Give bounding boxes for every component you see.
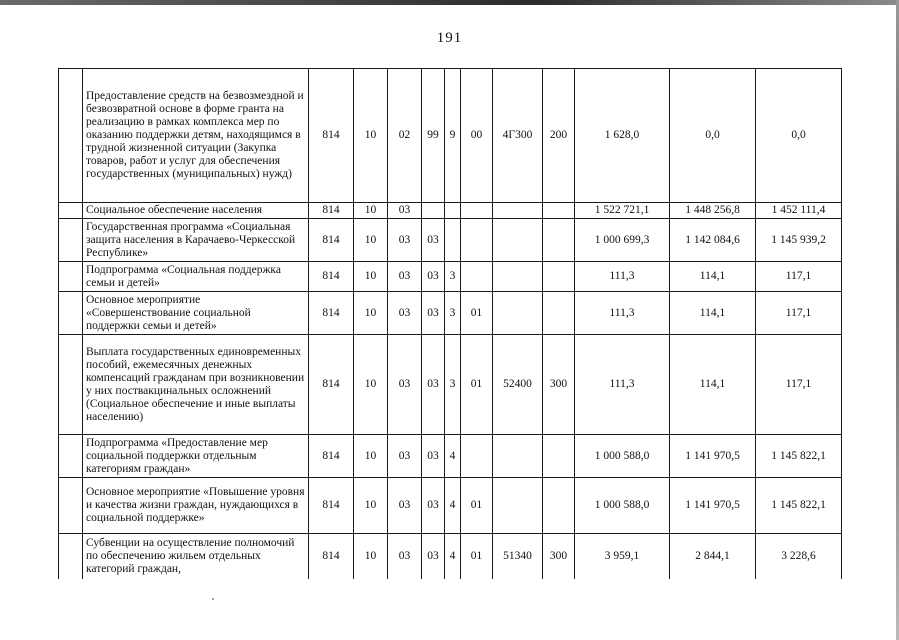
amount-year1: 3 959,1 [575, 534, 670, 579]
table-row [59, 262, 842, 292]
ministry-code: 814 [309, 69, 354, 203]
main-event-code: 00 [461, 69, 493, 203]
amount-year2: 2 844,1 [670, 534, 756, 579]
budget-table [58, 68, 842, 579]
subsection-code: 03 [388, 534, 422, 579]
amount-year3: 117,1 [756, 292, 842, 335]
amount-year2: 1 141 970,5 [670, 478, 756, 534]
row-name: Подпрограмма «Социальная поддержка семьи и детей» [83, 262, 309, 292]
amount-year2: 114,1 [670, 262, 756, 292]
main-event-code [461, 435, 493, 478]
direction-code: 52400 [493, 335, 543, 435]
amount-year1: 1 000 588,0 [575, 435, 670, 478]
table-body [59, 69, 842, 579]
subsection-code: 03 [388, 435, 422, 478]
table-row [59, 203, 842, 219]
expense-type-code [543, 435, 575, 478]
table-row [59, 478, 842, 534]
section-code: 10 [354, 335, 388, 435]
main-event-code: 01 [461, 478, 493, 534]
ministry-code: 814 [309, 262, 354, 292]
subsection-code: 03 [388, 219, 422, 262]
ministry-code: 814 [309, 203, 354, 219]
subsection-code: 03 [388, 203, 422, 219]
row-name: Выплата государственных единовременных пособий, ежемесячных денежных компенсаций гражданам при возникновении у них поствакцинальных осложнений (Социальное обеспечение и иные выплаты населению) [83, 335, 309, 435]
amount-year1: 111,3 [575, 292, 670, 335]
row-index-cell [59, 534, 83, 579]
amount-year2: 114,1 [670, 292, 756, 335]
row-index-cell [59, 203, 83, 219]
direction-code [493, 292, 543, 335]
expense-type-code: 300 [543, 335, 575, 435]
amount-year3: 117,1 [756, 262, 842, 292]
section-code: 10 [354, 534, 388, 579]
ministry-code: 814 [309, 478, 354, 534]
subsection-code: 03 [388, 292, 422, 335]
subprogram-code: 4 [445, 534, 461, 579]
amount-year2: 1 141 970,5 [670, 435, 756, 478]
subsection-code: 02 [388, 69, 422, 203]
section-code: 10 [354, 262, 388, 292]
amount-year3: 117,1 [756, 335, 842, 435]
program-code: 03 [422, 435, 445, 478]
row-index-cell [59, 335, 83, 435]
row-name: Основное мероприятие «Совершенствование социальной поддержки семьи и детей» [83, 292, 309, 335]
row-index-cell [59, 292, 83, 335]
program-code: 03 [422, 478, 445, 534]
direction-code [493, 262, 543, 292]
subprogram-code: 3 [445, 335, 461, 435]
amount-year3: 1 145 822,1 [756, 478, 842, 534]
page-number: 191 [436, 30, 463, 46]
amount-year2: 114,1 [670, 335, 756, 435]
row-name: Предоставление средств на безвозмездной и безвозвратной основе в форме гранта на реализацию в рамках комплекса мер по оказанию поддержки детям, находящимся в трудной жизненной ситуации (Закупка товаров, работ и услуг для обеспечения государственных (муниципальных) нужд) [83, 69, 309, 203]
program-code: 03 [422, 262, 445, 292]
row-index-cell [59, 478, 83, 534]
amount-year1: 111,3 [575, 335, 670, 435]
table-row [59, 219, 842, 262]
expense-type-code: 300 [543, 534, 575, 579]
amount-year3: 1 145 822,1 [756, 435, 842, 478]
table-row [59, 435, 842, 478]
amount-year1: 111,3 [575, 262, 670, 292]
program-code: 03 [422, 219, 445, 262]
table-row [59, 69, 842, 203]
subprogram-code: 3 [445, 292, 461, 335]
subsection-code: 03 [388, 262, 422, 292]
row-index-cell [59, 262, 83, 292]
section-code: 10 [354, 435, 388, 478]
expense-type-code [543, 478, 575, 534]
row-name: Социальное обеспечение населения [83, 203, 309, 219]
direction-code: 4Г300 [493, 69, 543, 203]
subsection-code: 03 [388, 478, 422, 534]
subprogram-code: 9 [445, 69, 461, 203]
row-index-cell [59, 69, 83, 203]
expense-type-code [543, 292, 575, 335]
ministry-code: 814 [309, 219, 354, 262]
subsection-code: 03 [388, 335, 422, 435]
subprogram-code: 4 [445, 478, 461, 534]
row-name: Государственная программа «Социальная защита населения в Карачаево-Черкесской Республике» [83, 219, 309, 262]
subprogram-code: 4 [445, 435, 461, 478]
main-event-code [461, 262, 493, 292]
section-code: 10 [354, 69, 388, 203]
subprogram-code: 3 [445, 262, 461, 292]
ministry-code: 814 [309, 435, 354, 478]
row-name: Подпрограмма «Предоставление мер социальной поддержки отдельным категориям граждан» [83, 435, 309, 478]
expense-type-code [543, 203, 575, 219]
main-event-code: 01 [461, 335, 493, 435]
amount-year2: 0,0 [670, 69, 756, 203]
expense-type-code: 200 [543, 69, 575, 203]
row-index-cell [59, 435, 83, 478]
table-row [59, 534, 842, 579]
section-code: 10 [354, 203, 388, 219]
row-name: Основное мероприятие «Повышение уровня и качества жизни граждан, нуждающихся в социальной поддержке» [83, 478, 309, 534]
program-code: 99 [422, 69, 445, 203]
amount-year1: 1 522 721,1 [575, 203, 670, 219]
main-event-code [461, 203, 493, 219]
table-row [59, 292, 842, 335]
section-code: 10 [354, 219, 388, 262]
row-name: Субвенции на осуществление полномочий по обеспечению жильем отдельных категорий граждан, [83, 534, 309, 579]
program-code [422, 203, 445, 219]
amount-year1: 1 000 588,0 [575, 478, 670, 534]
program-code: 03 [422, 292, 445, 335]
expense-type-code [543, 262, 575, 292]
amount-year3: 3 228,6 [756, 534, 842, 579]
direction-code [493, 478, 543, 534]
ministry-code: 814 [309, 534, 354, 579]
subprogram-code [445, 203, 461, 219]
direction-code [493, 203, 543, 219]
scan-speck [212, 598, 214, 600]
amount-year3: 1 145 939,2 [756, 219, 842, 262]
amount-year1: 1 000 699,3 [575, 219, 670, 262]
program-code: 03 [422, 335, 445, 435]
amount-year3: 0,0 [756, 69, 842, 203]
program-code: 03 [422, 534, 445, 579]
expense-type-code [543, 219, 575, 262]
ministry-code: 814 [309, 292, 354, 335]
subprogram-code [445, 219, 461, 262]
amount-year1: 1 628,0 [575, 69, 670, 203]
direction-code [493, 435, 543, 478]
main-event-code: 01 [461, 534, 493, 579]
direction-code [493, 219, 543, 262]
table-row [59, 335, 842, 435]
scan-top-edge [0, 0, 899, 5]
amount-year2: 1 448 256,8 [670, 203, 756, 219]
section-code: 10 [354, 292, 388, 335]
row-index-cell [59, 219, 83, 262]
section-code: 10 [354, 478, 388, 534]
main-event-code: 01 [461, 292, 493, 335]
amount-year3: 1 452 111,4 [756, 203, 842, 219]
amount-year2: 1 142 084,6 [670, 219, 756, 262]
main-event-code [461, 219, 493, 262]
ministry-code: 814 [309, 335, 354, 435]
direction-code: 51340 [493, 534, 543, 579]
